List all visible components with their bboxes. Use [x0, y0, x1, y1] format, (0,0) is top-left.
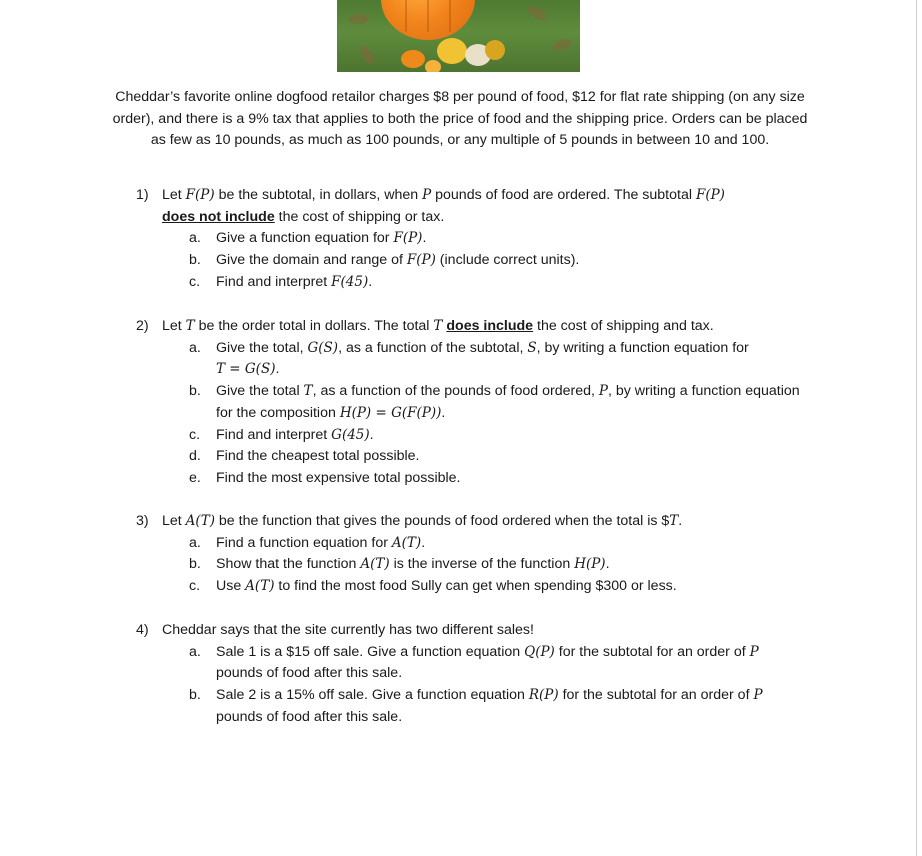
question-2 — [136, 316, 816, 490]
list-item: b. Give the total T, as a function of the pounds of food ordered, P, by writing a function equation for the composition H(P) = G(F(P)). — [189, 383, 800, 421]
intro-paragraph: Cheddar’s favorite online dogfood retailor charges $8 per pound of food, $12 for flat rate shipping (on any size order), and there is a 9% tax that applies to both the price of food and the shipping price. Orders can be placed as few as 10 pounds, as much as 100 pounds, or any multiple of 5 pounds in between 10 and 100. — [112, 89, 808, 149]
list-item: a. Find a function equation for A(T). — [189, 534, 426, 551]
question-number: 2) — [136, 318, 149, 334]
list-item: c. Use A(T) to find the most food Sully can get when spending $300 or less. — [189, 578, 677, 595]
question-text: Let A(T) be the function that gives the pounds of food ordered when the total is $T. — [162, 513, 683, 529]
list-item: a. Give the total, G(S), as a function of the subtotal, S, by writing a function equation for T = G(S). — [189, 339, 749, 378]
question-text: Let F(P) be the subtotal, in dollars, when P pounds of food are ordered. The subtotal F(P) does not include the cost of shipping or tax. — [162, 187, 725, 225]
list-item: a. Sale 1 is a $15 off sale. Give a function equation Q(P) for the subtotal for an order of P pounds of food after this sale. — [189, 643, 759, 682]
pumpkin-photo-icon — [337, 0, 580, 72]
question-number: 4) — [136, 622, 149, 638]
list-item: b. Give the domain and range of F(P) (include correct units). — [189, 252, 580, 269]
list-item: c. Find and interpret F(45). — [189, 273, 373, 290]
list-item: a. Give a function equation for F(P). — [189, 230, 427, 247]
list-item: d. Find the cheapest total possible. — [189, 448, 420, 465]
emphasis-does-include: does include — [446, 318, 534, 334]
question-3 — [136, 511, 816, 598]
emphasis-does-not-include: does not include — [162, 208, 275, 225]
list-item: c. Find and interpret G(45). — [189, 426, 374, 443]
list-item: b. Show that the function A(T) is the inverse of the function H(P). — [189, 556, 610, 573]
page-edge — [916, 0, 917, 856]
question-text: Let T be the order total in dollars. The total T does include the cost of shipping and tax. — [162, 318, 714, 334]
question-number: 1) — [136, 187, 149, 203]
list-item: b. Sale 2 is a 15% off sale. Give a function equation R(P) for the subtotal for an order of P pounds of food after this sale. — [189, 687, 763, 725]
question-number: 3) — [136, 513, 149, 529]
question-text: Cheddar says that the site currently has two different sales! — [162, 622, 534, 638]
question-4 — [136, 620, 816, 729]
list-item: e. Find the most expensive total possible. — [189, 469, 461, 486]
question-1 — [136, 185, 816, 294]
